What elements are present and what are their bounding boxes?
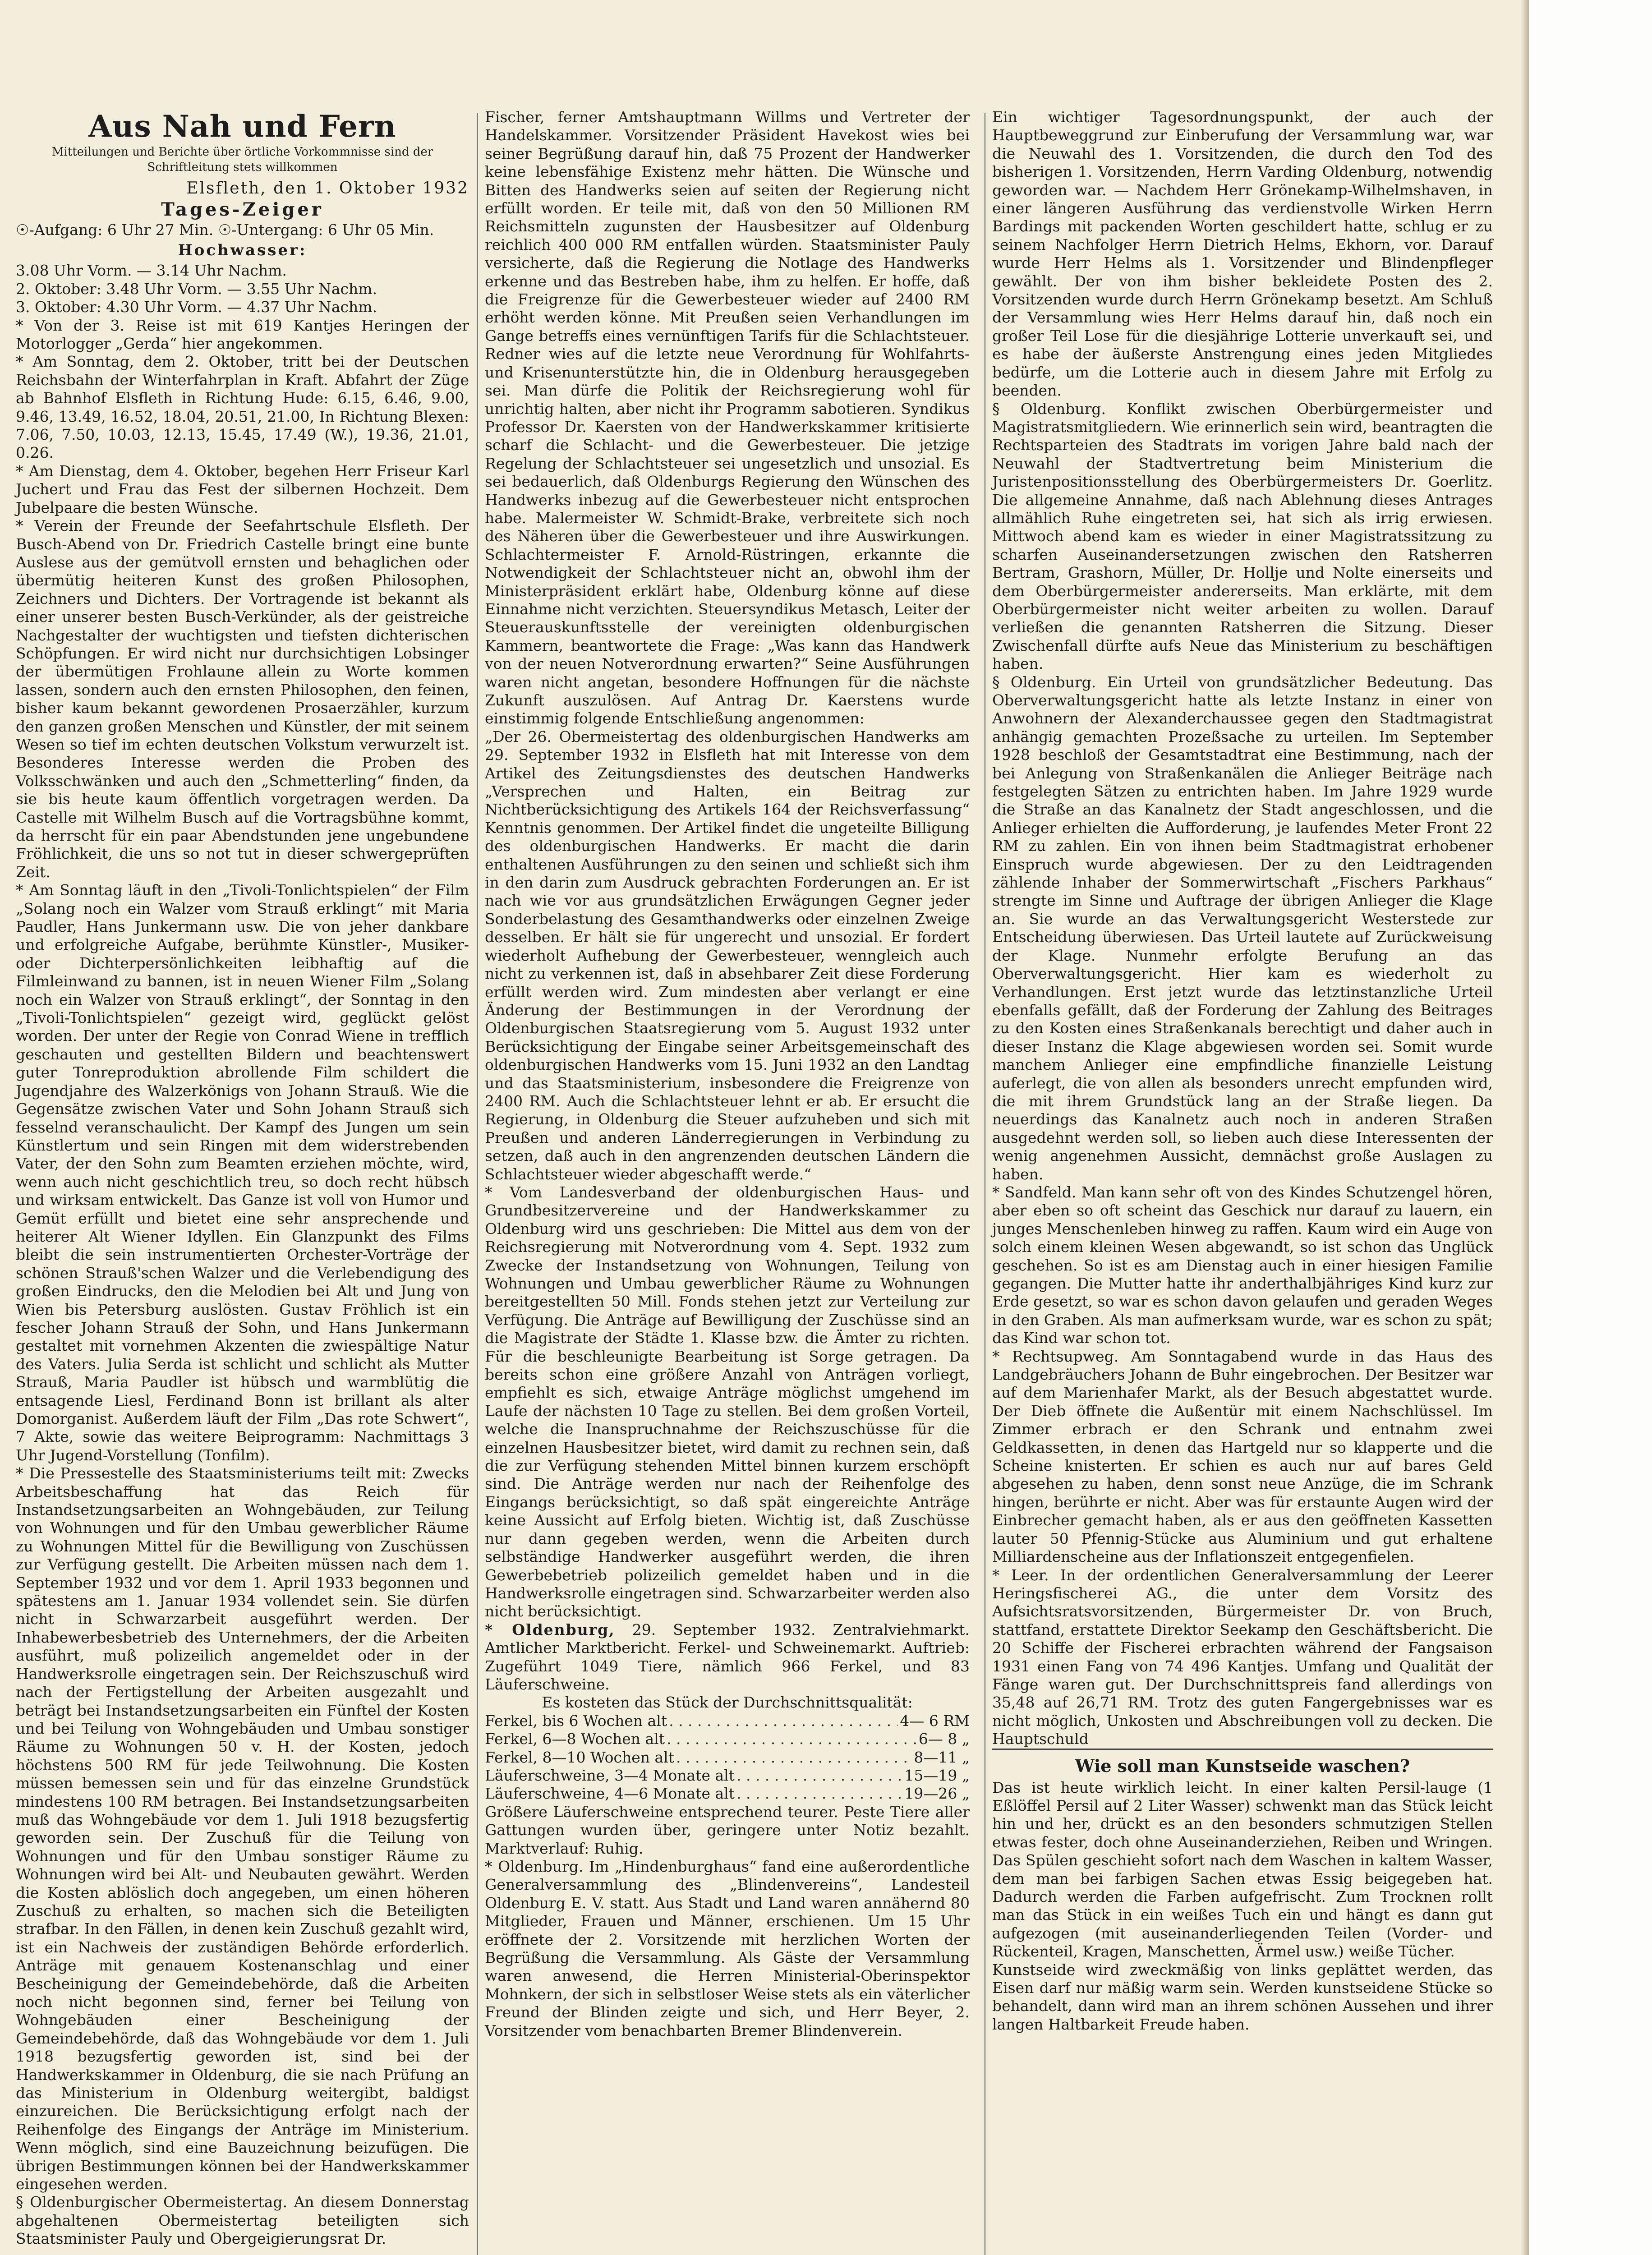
news-item: * Am Sonntag läuft in den „Tivoli-Tonlichtspielen“ der Film „Solang noch ein Walzer vom Strauß erklingt“ mit Maria Paudler, Hans Junkermann usw. Die von jeher dankbare und erfolgreiche Aufgabe, berühmte Künstler-, Musiker- oder Dichterpersönlichkeiten leibhaftig auf die Filmleinwand zu bannen, ist in neuen Wiener Film „Solang noch ein Walzer von Strauß erklingt“, der Sonntag in den „Tivoli-Tonlichtspielen“ gezeigt wird, geglückt gelöst worden. Der unter der Regie von Conrad Wiene in trefflich geschauten und gestellten Bildern und beachtenswert guter Tonreproduktion abrollende Film schildert die Jugendjahre des Walzerkönigs von Johann Strauß. Wie die Gegensätze zwischen Vater und Sohn Johann Strauß sich fesselnd veranschaulicht. Der Kampf des Jungen um sein Künstlertum und sein Ringen mit dem widerstrebenden Vater, der den Sohn zum Beamten erziehen möchte, wird, wenn auch nicht geschichtlich treu, so doch recht hübsch und wirksam entwickelt. Das Ganze ist voll von Humor und Gemüt erfüllt und bietet eine sehr ansprechende und heiterer Alt Wiener Idyllen. Ein Glanzpunkt des Films bleibt die sein instrumentierten Orchester-Vorträge der schönen Strauß'schen Walzer und die Verlebendigung des großen Eindrucks, den die Melodien bei Alt und Jung von Wien bis Petersburg auslösten. Gustav Fröhlich ist ein fescher Johann Strauß der Sohn, und Hans Junkermann gestaltet mit vornehmen Akzenten die zwiespältige Natur des Vaters. Julia Serda ist schlicht und schlicht als Mutter Strauß, Maria Paudler ist hübsch und warmblütig die entsagende Liesl, Ferdinand Bonn ist brillant als alter Domorganist. Außerdem läuft der Film „Das rote Schwert“, 7 Akte, sowie das weitere Beiprogramm: Nachmittags 3 Uhr Jugend-Vorstellung (Tonfilm). [16,881,469,1464]
news-item: Fischer, ferner Amtshauptmann Willms und Vertreter der Handelskammer. Vorsitzender Präsident Havekost wies bei seiner Begrüßung darauf hin, daß 75 Prozent der Handwerker keine lebensfähige Existenz mehr hätten. Die Wünsche und Bitten des Handwerks seien auf seiten der Regierung nicht erfüllt worden. Er teile mit, daß von den 50 Millionen RM Reichsmitteln zugunsten der Hausbesitzer auf Oldenburg reichlich 400 000 RM entfallen würden. Staatsminister Pauly versicherte, daß die Regierung die Notlage des Handwerks erkenne und das Bestreben habe, ihm zu helfen. Er hoffe, daß die Freigrenze für die Gewerbesteuer wieder auf 2400 RM erhöht werden könne. Mit Preußen seien Verhandlungen im Gange betreffs eines vernünftigen Tarifs für die Schlachtsteuer. Redner wies auf die letzte neue Verordnung für Wohlfahrts- und Krisenunterstützte hin, die in Oldenburg herausgegeben sei. Man dürfe die Politik der Reichsregierung wohl für unrichtig halten, aber nicht ihr Programm sabotieren. Syndikus Professor Dr. Kaersten von der Handwerkskammer kritisierte scharf die Schlacht- und die Gewerbesteuer. Die jetzige Regelung der Schlachtsteuer sei ungesetzlich und unsozial. Es sei bedauerlich, daß Oldenburgs Regierung den Wünschen des Handwerks inbezug auf die Gewerbesteuer nicht entsprochen habe. Malermeister W. Schmidt-Brake, verbreitete sich noch des Näheren über die Gewerbesteuer und ihre Auswirkungen. Schlachtermeister F. Arnold-Rüstringen, erkannte die Notwendigkeit der Schlachtsteuer nicht an, obwohl ihm der Ministerpräsident erklärt habe, Oldenburg könne auf diese Einnahme nicht verzichten. Steuersyndikus Metasch, Leiter der Steuerauskunftsstelle der vereinigten oldenburgischen Kammern, beantwortete die Frage: „Was kann das Handwerk von der neuen Notverordnung erwarten?“ Seine Ausführungen waren nicht angetan, besondere Hoffnungen für die nächste Zukunft auszulösen. Auf Antrag Dr. Kaerstens wurde einstimmig folgende Entschließung angenommen: [485,108,970,727]
price-label: Ferkel, 8—10 Wochen alt [485,1748,674,1766]
kunstseide-paragraph: Das ist heute wirklich leicht. In einer kalten Persil-lauge (1 Eßlöffel Persil auf 2 Liter Wasser) schwenkt man das Stück leicht hin und her, drückt es an den besonders schmutzigen Stellen etwas fester, doch ohne Auseinanderziehen, Reiben und Wringen. Das Spülen geschieht sofort nach dem Waschen in kaltem Wasser, dem man bei farbigen Sachen etwas Essig beigegeben hat. Dadurch werden die Farben aufgefrischt. Zum Trocknen rollt man das Stück in ein weißes Tuch ein und hängt es dann gut aufgezogen (mit auseinanderliegenden Teilen (Vorder- und Rückenteil, Kragen, Manschetten, Ärmel usw.) weiße Tücher. [992,1778,1493,1960]
leader-dots [736,1785,902,1803]
price-table [485,1712,970,1803]
news-item: * Von der 3. Reise ist mit 619 Kantjes Heringen der Motorlogger „Gerda“ hier angekommen. [16,316,469,353]
news-item: * Verein der Freunde der Seefahrtschule Elsfleth. Der Busch-Abend von Dr. Friedrich Castelle bringt eine bunte Auslese aus der gemütvoll ernsten und behaglichen oder übermütig heiteren Kunst des großen Philosophen, Zeichners und Dichters. Der Vortragende ist bekannt als einer unserer besten Busch-Verkünder, als der geistreiche Nachgestalter der wuchtigsten und tiefsten dichterischen Schöpfungen. Er wird nicht nur durchsichtigen Lobsinger der übermütigen Frohlaune allein zu Worte kommen lassen, sondern auch den ernsten Philosophen, den feinen, bisher kaum bekannt gewordenen Prosaerzähler, kurzum den ganzen großen Menschen und Künstler, der mit seinem Wesen so tief im echten deutschen Volkstum verwurzelt ist. Besonderes Interesse werden die Proben des Volksschwänken und auch den „Schmetterling“ finden, da sie bis heute kaum öffentlich vorgetragen werden. Da Castelle mit Wilhelm Busch auf die Vortragsbühne kommt, da herrscht für ein paar Abendstunden jene ungebundene Fröhlichkeit, die uns so not tut in dieser schwergeprüften Zeit. [16,517,469,881]
price-label: Ferkel, 6—8 Wochen alt [485,1730,665,1748]
news-item: * Die Pressestelle des Staatsministeriums teilt mit: Zwecks Arbeitsbeschaffung hat das Reich für Instandsetzungsarbeiten an Wohngebäuden, zur Teilung von Wohnungen und für den Umbau gewerblicher Räume zu Wohnungen Mittel für die Bewilligung von Zuschüssen zur Verfügung gestellt. Die Arbeiten müssen nach dem 1. September 1932 und vor dem 1. April 1933 begonnen und spätestens am 1. Januar 1934 vollendet sein. Sie dürfen nicht in Schwarzarbeit ausgeführt werden. Der Inhabewerbesbetrieb des Unternehmers, der die Arbeiten ausführt, muß polizeilich angemeldet oder in der Handwerksrolle eingetragen sein. Der Reichszuschuß wird nach der Fertigstellung der Arbeiten ausgezahlt und beträgt bei Instandsetzungsarbeiten ein Fünftel der Kosten und bei Teilung von Wohngebäuden und Umbau sonstiger Räume zu Wohnungen 50 v. H. der Kosten, jedoch höchstens 500 RM für jede Teilwohnung. Die Kosten müssen bemessen sein und für das einzelne Grundstück mindestens 100 RM betragen. Bei Instandsetzungsarbeiten muß das Wohngebäude vor dem 1. Juli 1918 bezugsfertig geworden sein. Der Zuschuß für die Teilung von Wohnungen und für den Umbau sonstiger Räume zu Wohnungen wird bei Alt- und Neubauten gewährt. Werden die Kosten ablöslich doch angegeben, um einen höheren Zuschuß zu erhalten, so machen sich die Beteiligten strafbar. In den Fällen, in denen kein Zuschuß gezahlt wird, ist ein Nachweis der zuständigen Behörde erforderlich. Anträge mit genauem Kostenanschlag und einer Bescheinigung der Gemeindebehörde, daß die Arbeiten noch nicht begonnen sind, ferner bei Teilung von Wohngebäuden einer Bescheinigung der Gemeindebehörde, daß das Wohngebäude vor dem 1. Juli 1918 bezugsfertig geworden ist, sind bei der Handwerkskammer in Oldenburg, die sie nach Prüfung an das Ministerium in Oldenburg weitergibt, baldigst einzureichen. Die Berücksichtigung erfolgt nach der Reihenfolge des Eingangs der Anträge im Ministerium. Wenn möglich, sind eine Bauzeichnung beizufügen. Die übrigen Bestimmungen können bei der Handwerkskammer eingesehen werden. [16,1464,469,2193]
price-row [485,1785,970,1803]
price-label: Ferkel, bis 6 Wochen alt [485,1712,667,1730]
price-value: 8—11 „ [914,1748,970,1766]
price-intro: Es kosteten das Stück der Durchschnittsqualität: [542,1694,913,1712]
market-report-head: * Oldenburg, [485,1620,615,1638]
news-item: * Am Dienstag, dem 4. Oktober, begehen Herr Friseur Karl Juchert und Frau das Fest der silbernen Hochzeit. Dem Jubelpaare die besten Wünsche. [16,462,469,516]
price-row [485,1712,970,1730]
tide-row: 2. Oktober: 3.48 Uhr Vorm. — 3.55 Uhr Nachm. [16,280,377,298]
leader-dots [676,1749,912,1767]
news-item: * Am Sonntag, dem 2. Oktober, tritt bei der Deutschen Reichsbahn der Winterfahrplan in Kraft. Abfahrt der Züge ab Bahnhof Elsfleth in Richtung Hude: 6.15, 6.46, 9.00, 9.46, 13.49, 16.52, 18.04, 20.51, 21.00, In Richtung Blexen: 7.06, 7.50, 10.03, 12.13, 15.45, 17.49 (W.), 19.36, 21.01, 0.26. [16,353,469,462]
column-1 [16,108,469,2248]
market-report [485,1621,970,1694]
column-3 [992,108,1493,2034]
market-outro: Größere Läuferschweine entsprechend teurer. Peste Tiere aller Gattungen wurden über, geringere unter Notiz bezahlt. Marktverlauf: Ruhig. [485,1803,970,1857]
tageszeiger-title: Tages-Zeiger [161,199,324,220]
leader-dots [736,1767,902,1785]
price-value: 6— 8 „ [918,1730,970,1748]
market-report-intro: 29. September 1932. Zentralviehmarkt. Amtlicher Marktbericht. Ferkel- und Schweinemarkt. Auftrieb: Zugeführt 1049 Tiere, nämlich 966 Ferkel, und 83 Läuferschweine. [485,1620,970,1693]
section-subtitle: Mitteilungen und Berichte über örtliche Vorkommnisse sind der Schriftleitung stets willkommen [51,145,433,174]
price-label: Läuferschweine, 3—4 Monate alt [485,1766,735,1784]
tide-row: 3.08 Uhr Vorm. — 3.14 Uhr Nachm. [16,262,287,280]
column-2 [485,108,970,2040]
resolution-text: „Der 26. Obermeistertag des oldenburgischen Handwerks am 29. September 1932 in Elsfleth hat mit Interesse von dem Artikel des Zeitungsdienstes des deutschen Handwerks „Versprechen und Halten, ein Beitrag zur Nichtberücksichtigung des Artikels 164 der Reichsverfassung“ Kenntnis genommen. Der Artikel findet die ungeteilte Billigung des oldenburgischen Handwerks. Er macht die darin enthaltenen Ausführungen zu den seinen und schließt sich ihm in den darin zum Ausdruck gebrachten Forderungen an. Er ist nach wie vor aus grundsätzlichen Erwägungen Gegner jeder Sonderbelastung des Gesamthandwerks oder einzelnen Zweige desselben. Er hält sie für ungerecht und unsozial. Er fordert wiederholt Aufhebung der Gewerbesteuer, wenngleich auch nicht zu verkennen ist, daß in absehbarer Zeit diese Forderung erfüllt werden wird. Zum mindesten aber verlangt er eine Änderung der Bestimmungen in der Verordnung der Oldenburgischen Staatsregierung vom 5. August 1932 unter Berücksichtigung der Eingabe seiner Arbeitsgemeinschaft des oldenburgischen Handwerks vom 15. Juni 1932 an den Landtag und das Staatsministerium, insbesondere die Freigrenze von 2400 RM. Auch die Schlachtsteuer lehnt er ab. Er ersucht die Regierung, in Oldenburg die Steuer aufzuheben und sich mit Preußen und anderen Länderregierungen in Verbindung zu setzen, daß auch in den angrenzenden deutschen Ländern die Schlachtsteuer wieder abgeschafft werde.“ [485,727,970,1183]
price-row [485,1730,970,1748]
price-label: Läuferschweine, 4—6 Monate alt [485,1785,735,1803]
sun-times: ☉-Aufgang: 6 Uhr 27 Min. ☉-Untergang: 6 Uhr 05 Min. [16,221,434,239]
price-value: 15—19 „ [904,1766,970,1784]
price-row [485,1767,970,1785]
masthead [16,108,469,175]
news-item: * Vom Landesverband der oldenburgischen Haus- und Grundbesitzervereine und der Handwerkskammer zu Oldenburg wird uns geschrieben: Die Mittel aus dem von der Reichsregierung mit Notverordnung vom 4. Sept. 1932 zum Zwecke der Instandsetzung von Wohnungen, Teilung von Wohnungen und Umbau gewerblicher Räume zu Wohnungen bereitgestellten 50 Mill. Fonds stehen jetzt zur Verteilung zur Verfügung. Die Anträge auf Bewilligung der Zuschüsse sind an die Magistrate der Städte 1. Klasse bzw. die Ämter zu richten. Für die beschleunigte Bearbeitung ist Sorge getragen. Da bereits schon eine größere Anzahl von Anträgen vorliegt, empfiehlt es sich, etwaige Anträge möglichst umgehend im Laufe der nächsten 10 Tage zu stellen. Bei dem großen Vorteil, welche die Inanspruchnahme der Reichszuschüsse für die einzelnen Hausbesitzer bietet, wird damit zu rechnen sein, daß die zur Verfügung stehenden Mittel binnen kurzem erschöpft sind. Die Anträge werden nur nach der Reihenfolge des Eingangs berücksichtigt, so daß spät eingereichte Anträge keine Aussicht auf Erfolg bieten. Wichtig ist, daß Zuschüsse nur dann gegeben werden, wenn die Arbeiten durch selbständige Handwerker ausgeführt werden, die ihren Gewerbebetrieb polizeilich gemeldet haben und in die Handwerksrolle eingetragen sind. Schwarzarbeiter werden also nicht berücksichtigt. [485,1183,970,1620]
news-item: * Leer. In der ordentlichen Generalversammlung der Leerer Heringsfischerei AG., die unter dem Vorsitz des Aufsichtsratsvorsitzenden, Bürgermeister Dr. von Bruch, stattfand, erstattete Direktor Seekamp den Geschäftsbericht. Die 20 Schiffe der Fischerei erbrachten während der Fangsaison 1931 einen Fang von 74 496 Kantjes. Umfang und Qualität der Fänge waren gut. Der Durchschnittspreis fand allerdings von 35,48 auf 26,71 RM. Trotz des guten Fangergebnisses war es nicht möglich, Unkosten und Abschreibungen voll zu decken. Die Hauptschuld [992,1566,1493,1748]
news-item: § Oldenburg. Konflikt zwischen Oberbürgermeister und Magistratsmitgliedern. Wie erinnerlich sein wird, beantragten die Rechtsparteien des Stadtrats im vorigen Jahre bald nach der Neuwahl der Stadtvertretung beim Ministerium die Juristenpositionsstellung des Oberbürgermeisters Dr. Goerlitz. Die allgemeine Annahme, daß nach Ablehnung dieses Antrages allmählich Ruhe eingetreten sei, hat sich als irrig erwiesen. Mittwoch abend kam es wieder in einer Magistratssitzung zu scharfen Auseinandersetzungen zwischen den Ratsherren Bertram, Grashorn, Müller, Dr. Hollje und Nolte einerseits und dem Oberbürgermeister andererseits. Man erklärte, mit dem Oberbürgermeister nicht weiter arbeiten zu wollen. Darauf verließen die genannten Ratsherren die Sitzung. Dieser Zwischenfall dürfte aufs Neue das Ministerium zu beschäftigen haben. [992,400,1493,673]
news-item: § Oldenburg. Ein Urteil von grundsätzlicher Bedeutung. Das Oberverwaltungsgericht hatte als letzte Instanz in einer von Anwohnern der Alexanderchaussee gegen den Stadtmagistrat anhängig gemachten Prozeßsache zu urteilen. Im September 1928 beschloß der Gesamtstadtrat eine Bestimmung, nach der bei Anlegung von Straßenkanälen die Anlieger Beiträge nach festgelegten Sätzen zu entrichten haben. Im Jahre 1929 wurde die Straße an das Kanalnetz der Stadt angeschlossen, und die Anlieger erhielten die Aufforderung, je laufendes Meter Front 22 RM zu zahlen. Ein von ihnen beim Stadtmagistrat erhobener Einspruch wurde abgewiesen. Der zu den Leidtragenden zählende Inhaber der Sommerwirtschaft „Fischers Parkhaus“ strengte im Sinne und Auftrage der übrigen Anlieger die Klage an. Sie wurde an das Verwaltungsgericht Westerstede zur Entscheidung überwiesen. Das Urteil lautete auf Zurückweisung der Klage. Nunmehr erfolgte Berufung an das Oberverwaltungsgericht. Hier kam es wiederholt zu Verhandlungen. Erst jetzt wurde das letztinstanzliche Urteil ebenfalls gefällt, daß der Forderung der Zahlung des Beitrages zu den Kosten eines Straßenkanals berechtigt und daher auch in dieser Instanz die Klage abgewiesen worden sei. Somit wurde manchem Anlieger eine empfindliche finanzielle Leistung auferlegt, die von allen als besonders unrecht empfunden wird, die mit ihrem Grundstück lang an der Straße liegen. Da neuerdings das Kanalnetz auch noch in anderen Straßen ausgedehnt werden soll, so lieben auch diese Interessenten der wenig angenehmen Aussicht, demnächst große Auslagen zu haben. [992,673,1493,1183]
leader-dots [667,1730,917,1748]
tide-row: 3. Oktober: 4.30 Uhr Vorm. — 4.37 Uhr Nachm. [16,298,377,316]
price-value: 4— 6 RM [900,1712,970,1730]
news-item: * Rechtsupweg. Am Sonntagabend wurde in das Haus des Landgebräuchers Johann de Buhr eingebrochen. Der Besitzer war auf dem Marienhafer Markt, als der Besuch abgestattet wurde. Der Dieb öffnete die Außentür mit einem Nachschlüssel. Im Zimmer erbrach er den Schrank und entnahm zwei Geldkassetten, in denen das Hartgeld nur so klapperte und die Scheine knisterten. Er schien es auch nur auf bares Geld abgesehen zu haben, denn sonst neue Anzüge, die im Schrank hingen, berührte er nicht. Aber was für erstaunte Augen wird der Einbrecher gemacht haben, als er aus den geöffneten Kassetten lauter 50 Pfennig-Stücke aus Aluminium und gut erhaltene Milliardenscheine aus der Inflationszeit entgegenfielen. [992,1347,1493,1566]
kunstseide-paragraph: Kunstseide wird zweckmäßig von links geplättet werden, das Eisen darf nur mäßig warm sein. Werden kunstseidene Stücke so behandelt, dann wird man an ihrem schönen Aussehen und ihrer langen Haltbarkeit Freude haben. [992,1960,1493,2033]
news-item: Ein wichtiger Tagesordnungspunkt, der auch der Hauptbeweggrund zur Einberufung der Versammlung war, war die Neuwahl des 1. Vorsitzenden, die durch den Tod des bisherigen 1. Vorsitzenden, Herrn Varding Oldenburg, notwendig geworden war. — Nachdem Herr Grönekamp-Wilhelmshaven, in einer längeren Ausführung das verdienstvolle Wirken Herrn Bardings mit packenden Worten geschildert hatte, schlug er zu seinem Nachfolger Herrn Dietrich Helms, Ekhorn, vor. Darauf wurde Herr Helms als 1. Vorsitzender und Blindenpfleger gewählt. Der von ihm bisher bekleidete Posten des 2. Vorsitzenden wurde durch Herrn Grönekamp besetzt. Am Schluß der Versammlung wies Herr Helms darauf hin, daß noch ein großer Teil Lose für die diesjährige Lotterie unverkauft sei, und es habe der äußerste Anstrengung eines jeden Mitgliedes bedürfe, um die Lotterie auch in diesem Jahre mit Erfolg zu beenden. [992,108,1493,400]
price-row [485,1749,970,1767]
column-rule [477,113,478,2255]
hochwasser-title: Hochwasser: [178,241,307,260]
price-value: 19—26 „ [904,1785,970,1803]
news-item: § Oldenburgischer Obermeistertag. An diesem Donnerstag abgehaltenen Obermeistertag beteiligten sich Staatsminister Pauly und Obergeigierungsrat Dr. [16,2193,469,2248]
leader-dots [669,1712,898,1730]
news-item: * Sandfeld. Man kann sehr oft von des Kindes Schutzengel hören, aber eben so oft scheint das Geschick nur darauf zu lauern, ein junges Menschenleben hinweg zu raffen. Kaum wird ein Auge von solch einem kleinen Wesen abgewandt, so ist schon das Unglück geschehen. So ist es am Dienstag auch in einer hiesigen Familie gegangen. Die Mutter hatte ihr anderthalbjähriges Kind kurz zur Erde gesetzt, so war es schon davon gelaufen und geraden Weges in den Graben. Als man aufmerksam wurde, war es schon zu spät; das Kind war schon tot. [992,1183,1493,1347]
dateline: Elsfleth, den 1. Oktober 1932 [186,179,469,198]
news-item: * Oldenburg. Im „Hindenburghaus“ fand eine außerordentliche Generalversammlung des „Blindenvereins“, Landesteil Oldenburg E. V. statt. Aus Stadt und Land waren annähernd 80 Mitglieder, Frauen und Männer, erschienen. Um 15 Uhr eröffnete der 2. Vorsitzende mit herzlichen Worten der Begrüßung die Versammlung. Als Gäste der Versammlung waren anwesend, die Herren Ministerial-Oberinspektor Mohnkern, der sich in selbstloser Weise stets als ein väterlicher Freund der Blinden zeigte und sich, und Herr Beyer, 2. Vorsitzender vom benachbarten Bremer Blindenverein. [485,1858,970,2039]
section-title: Aus Nah und Fern [88,109,396,144]
kunstseide-title: Wie soll man Kunstseide waschen? [992,1749,1493,1779]
